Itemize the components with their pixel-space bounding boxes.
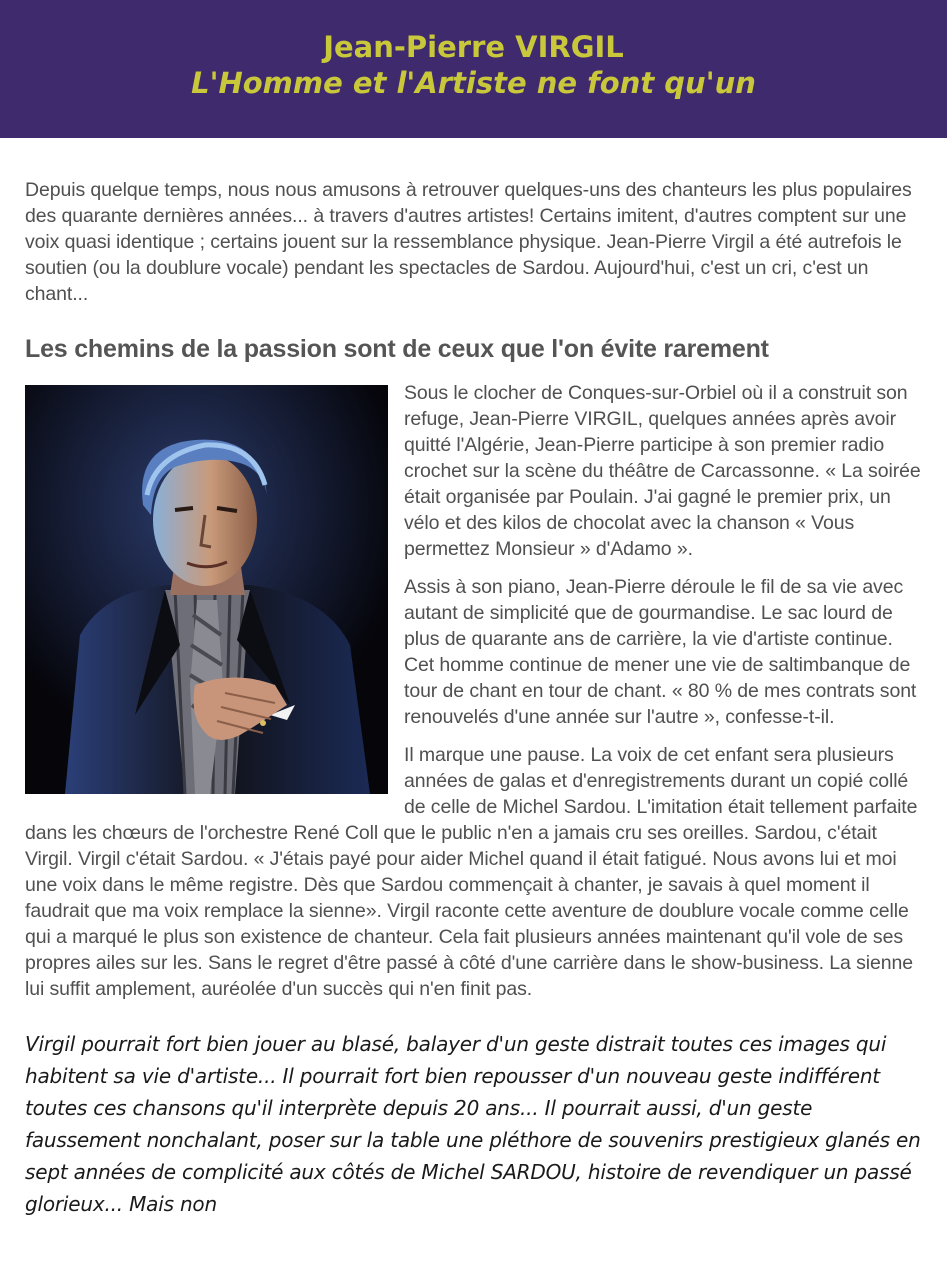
page-title: Jean-Pierre VIRGIL: [323, 30, 624, 64]
article-content: [0, 177, 947, 1220]
page-header: [0, 0, 947, 138]
article-body: [25, 380, 922, 1014]
intro-paragraph: Depuis quelque temps, nous nous amusons à retrouver quelques-uns des chanteurs les plus populaires des quarante dernières années... à travers d'autres artistes! Certains imitent, d'autres comptent sur une voix quasi identique ; certains jouent sur la ressemblance physique. Jean-Pierre Virgil a été autrefois le soutien (ou la doublure vocale) pendant les spectacles de Sardou. Aujourd'hui, c'est un cri, c'est un chant...: [25, 179, 912, 305]
article-paragraph-3: Il marque une pause. La voix de cet enfant sera plusieurs années de galas et d'enregistrements durant un copié collé de celle de Michel Sardou. L'imitation était tellement parfaite dans les chœurs de l'orchestre René Coll que le public n'en a jamais cru ses oreilles. Sardou, c'était Virgil. Virgil c'était Sardou. « J'étais payé pour aider Michel quand il était fatigué. Nous avons lui et moi une voix dans le même registre. Dès que Sardou commençait à chanter, je savais à quel moment il faudrait que ma voix remplace la sienne». Virgil raconte cette aventure de doublure vocale comme celle qui a marqué le plus son existence de chanteur. Cela fait plusieurs années maintenant qu'il vole de ses propres ailes sur les. Sans le regret d'être passé à côté d'une carrière dans le show-business. La sienne lui suffit amplement, auréolée d'un succès qui n'en finit pas.: [25, 744, 918, 1000]
closing-quote: Virgil pourrait fort bien jouer au blasé, balayer d'un geste distrait toutes ces images qui habitent sa vie d'artiste... Il pourrait fort bien repousser d'un nouveau geste indifférent toutes ces chansons qu'il interprète depuis 20 ans... Il pourrait aussi, d'un geste faussement nonchalant, poser sur la table une pléthore de souvenirs prestigieux glanés en sept années de complicité aux côtés de Michel SARDOU, histoire de revendiquer un passé glorieux... Mais non: [25, 1032, 921, 1216]
section-heading: Les chemins de la passion sont de ceux que l'on évite rarement: [25, 335, 769, 363]
article-paragraph-2: Assis à son piano, Jean-Pierre déroule le fil de sa vie avec autant de simplicité que de gourmandise. Le sac lourd de plus de quarante ans de carrière, la vie d'artiste continue. Cet homme continue de mener une vie de saltimbanque de tour de chant en tour de chant. « 80 % de mes contrats sont renouvelés d'une année sur l'autre », confesse-t-il.: [404, 576, 917, 728]
page-tagline: L'Homme et l'Artiste ne font qu'un: [191, 66, 756, 100]
article-paragraph-1: Sous le clocher de Conques-sur-Orbiel où il a construit son refuge, Jean-Pierre VIRGIL, quelques années après avoir quitté l'Algérie, Jean-Pierre participe à son premier radio crochet sur la scène du théâtre de Carcassonne. « La soirée était organisée par Poulain. J'ai gagné le premier prix, un vélo et des kilos de chocolat avec la chanson « Vous permettez Monsieur » d'Adamo ».: [404, 382, 921, 560]
artist-portrait-photo: [25, 385, 388, 794]
